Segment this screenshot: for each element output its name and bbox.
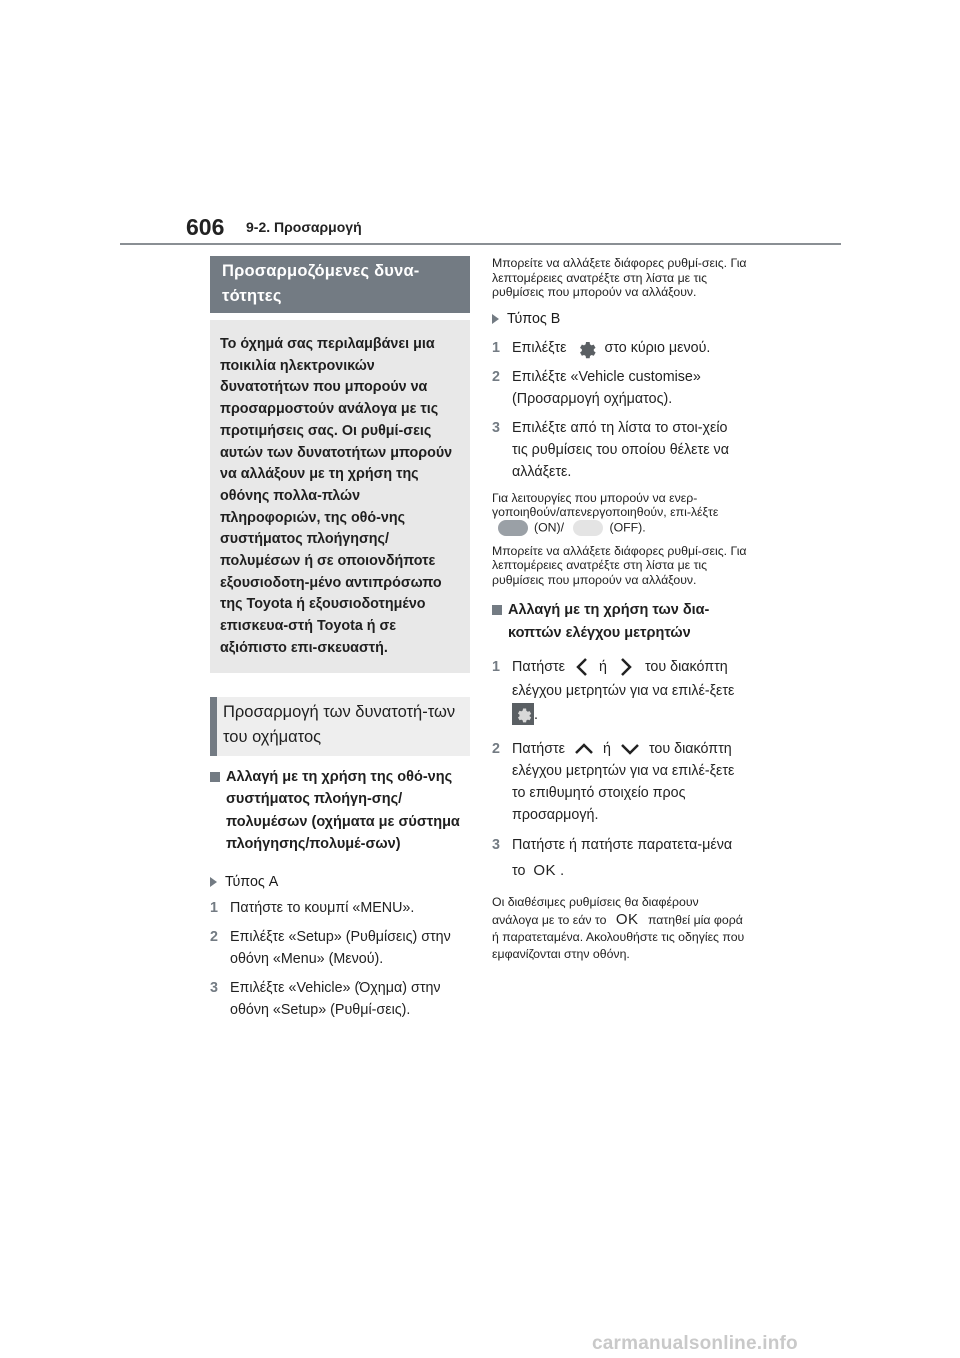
step-a1 — [210, 897, 470, 919]
section-title: 9-2. Προσαρμογή — [246, 219, 362, 235]
heading-navigation-system — [210, 766, 470, 856]
box1-title-line1: Προσαρμοζόμενες δυνα- — [222, 262, 420, 280]
note-text: Οι διαθέσιμες ρυθμίσεις θα διαφέρουν ανάλογα με το εάν το — [492, 895, 699, 928]
step-text-part: ή — [603, 741, 611, 758]
step-number: 2 — [492, 741, 500, 758]
note-text: (ON)/ — [534, 519, 565, 534]
step-text-part: Πατήστε — [512, 741, 566, 758]
step-number: 3 — [492, 419, 500, 436]
step-text-part: στο κύριο μενού. — [604, 339, 711, 356]
step-number: 3 — [210, 979, 218, 996]
step-a3 — [210, 977, 470, 1021]
step-text: Επιλέξτε «Setup» (Ρυθμίσεις) στην οθόνη «Menu» (Μενού). — [230, 928, 451, 967]
step-text — [512, 833, 747, 884]
toggle-note — [492, 491, 747, 536]
toggle-on-icon — [498, 520, 528, 536]
step-number: 2 — [492, 368, 500, 385]
ok-button-icon: OK — [615, 911, 639, 929]
type-a-label: Τύπος A — [225, 873, 279, 890]
left-column — [210, 256, 470, 1021]
step-text-part: ή — [599, 659, 607, 676]
toggle-off-icon — [573, 520, 603, 536]
step-text-part: του διακόπτη ελέγχου μετρητών για να επιλέ-ξετε το επιθυμητό στοιχείο προς προσαρμογή. — [512, 741, 735, 824]
right-column — [492, 256, 747, 963]
type-a — [210, 872, 470, 892]
note-text: πατηθεί μία φορά ή παρατεταμένα. Ακολουθήστε τις οδηγίες που εμφανίζονται στην οθόνη. — [492, 913, 745, 962]
step-text — [512, 738, 747, 826]
step-b3 — [492, 417, 747, 483]
intro-note: Μπορείτε να αλλάξετε διάφορες ρυθμί-σεις. Για λεπτομέρειες ανατρέξτε στη λίστα με τις ρυθμίσεις που μπορούν να αλλάξουν. — [492, 256, 747, 299]
triangle-bullet-icon — [210, 877, 217, 887]
chevron-right-icon — [617, 656, 635, 678]
step-c2 — [492, 738, 747, 826]
note-text: (OFF). — [609, 519, 646, 534]
chevron-down-icon — [619, 742, 641, 756]
step-number: 1 — [492, 339, 500, 356]
step-text-part: Πατήστε — [512, 659, 566, 676]
step-text — [512, 337, 710, 359]
step-number: 1 — [492, 659, 500, 676]
box1-title-line2: τότητες — [222, 287, 282, 305]
square-bullet-icon — [210, 772, 220, 782]
step-text: Επιλέξτε «Vehicle customise» (Προσαρμογή οχήματος). — [512, 368, 701, 407]
step-text: Επιλέξτε από τη λίστα το στοι-χείο τις ρυθμίσεις του οποίου θέλετε να αλλάξετε. — [512, 419, 729, 480]
step-text — [512, 655, 747, 727]
step-text: Πατήστε το κουμπί «MENU». — [230, 899, 415, 916]
step-b1 — [492, 337, 747, 359]
step-text-part: Επιλέξτε — [512, 339, 567, 356]
step-a2 — [210, 926, 470, 970]
page-number: 606 — [186, 214, 225, 240]
settings-note: Μπορείτε να αλλάξετε διάφορες ρυθμί-σεις. Για λεπτομέρειες ανατρέξτε στη λίστα με τις ρυθμίσεις που μπορούν να αλλάξουν. — [492, 543, 747, 587]
step-c1 — [492, 655, 747, 727]
type-b-label: Τύπος B — [507, 310, 561, 327]
ok-button-icon: OK — [533, 862, 557, 880]
ok-note — [492, 894, 747, 963]
intro-box: Το όχημά σας περιλαμβάνει μια ποικιλία ηλεκτρονικών δυνατοτήτων που μπορούν να προσαρμοστούν ανάλογα με τις προτιμήσεις σας. Οι ρυθμί-σεις αυτών των δυνατοτήτων μπορούν να αλλάξουν με τη χρήση της οθόνης πολλα-πλών πληροφοριών, της οθό-νης συστήματος πλοήγησης/πολυμέσων ή σε οποιονδήποτε εξουσιοδοτη-μένο αντιπρόσωπο της Toyota ή εξουσιοδοτημένο επισκευα-στή Toyota ή σε αξιόπιστο επι-σκευαστή. — [210, 320, 470, 673]
chevron-up-icon — [573, 742, 595, 756]
step-b2 — [492, 366, 747, 410]
settings-gear-icon — [512, 703, 534, 725]
vehicle-features-title: Προσαρμογή των δυνατοτή-των του οχήματος — [210, 697, 470, 756]
step-text-part: . — [534, 707, 538, 724]
step-c3 — [492, 833, 747, 884]
step-number: 3 — [492, 837, 500, 854]
heading-text: Αλλαγή με τη χρήση της οθό-νης συστήματος πλοήγη-σης/πολυμέσων (οχήματα με σύστημα πλοήγησης/πολυμέ-σων) — [226, 768, 460, 853]
watermark: carmanualsonline.info — [592, 1333, 798, 1354]
step-number: 1 — [210, 899, 218, 916]
step-text-part: Πατήστε ή πατήστε παρατετα-μένα το — [512, 837, 733, 880]
customisable-features-title — [210, 256, 470, 313]
step-text-part: του διακόπτη ελέγχου μετρητών για να επιλέ-ξετε — [512, 659, 735, 700]
step-text: Επιλέξτε «Vehicle» (Όχημα) στην οθόνη «Setup» (Ρυθμί-σεις). — [230, 979, 441, 1018]
step-number: 2 — [210, 928, 218, 945]
chevron-left-icon — [573, 656, 591, 678]
heading-meter-switches — [492, 599, 747, 644]
gear-icon — [575, 337, 597, 359]
square-bullet-icon — [492, 605, 502, 615]
type-b — [492, 309, 747, 329]
note-text: Για λειτουργίες που μπορούν να ενερ-γοποιηθούν/απενεργοποιηθούν, επι-λέξτε — [492, 490, 719, 520]
heading-text: Αλλαγή με τη χρήση των δια-κοπτών ελέγχου μετρητών — [508, 602, 710, 641]
triangle-bullet-icon — [492, 314, 499, 324]
header-rule — [120, 243, 841, 245]
step-text-part: . — [560, 863, 565, 880]
